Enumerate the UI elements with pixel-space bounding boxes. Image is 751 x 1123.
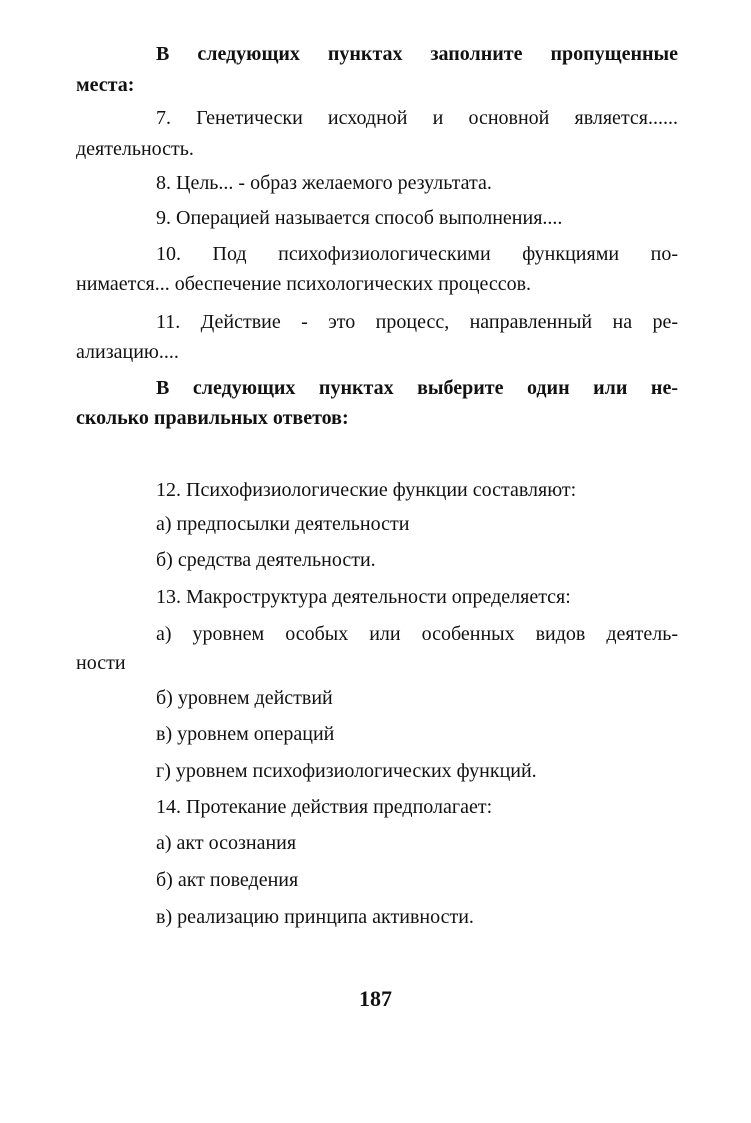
question-14: 14. Протекание действия предполагает: [156, 796, 493, 818]
page-number: 187 [359, 986, 392, 1011]
question-13-option-b: б) уровнем действий [156, 687, 333, 709]
question-12-option-a: а) предпосылки деятельности [156, 513, 410, 535]
item-9: 9. Операцией называется способ выполнения.... [156, 207, 563, 229]
item-7-line2: деятельность. [76, 138, 194, 160]
item-8: 8. Цель... - образ желаемого результата. [156, 172, 492, 194]
question-13-option-a-line1: а) уровнем особых или особенных видов деятель- [156, 623, 678, 645]
question-14-option-b: б) акт поведения [156, 869, 299, 891]
section-heading-choice-line2: сколько правильных ответов: [76, 407, 349, 429]
section-heading-fill-line1: В следующих пунктах заполните пропущенные [156, 43, 678, 65]
question-13-option-d: г) уровнем психофизиологических функций. [156, 760, 537, 782]
item-11-line1: 11. Действие - это процесс, направленный на ре- [156, 311, 678, 333]
question-12-option-b: б) средства деятельности. [156, 549, 376, 571]
question-12: 12. Психофизиологические функции составляют: [156, 479, 577, 501]
item-7-line1: 7. Генетически исходной и основной является...... [156, 107, 678, 129]
item-11-line2: ализацию.... [76, 341, 179, 363]
question-13-option-a-line2: ности [76, 652, 126, 674]
question-13-option-c: в) уровнем операций [156, 723, 335, 745]
question-14-option-a: а) акт осознания [156, 832, 297, 854]
item-10-line1: 10. Под психофизиологическими функциями по- [156, 243, 678, 265]
item-10-line2: нимается... обеспечение психологических процессов. [76, 273, 532, 295]
section-heading-fill-line2: места: [76, 74, 135, 96]
question-14-option-c: в) реализацию принципа активности. [156, 906, 474, 928]
question-13: 13. Макроструктура деятельности определяется: [156, 586, 571, 608]
section-heading-choice-line1: В следующих пунктах выберите один или не- [156, 377, 678, 399]
